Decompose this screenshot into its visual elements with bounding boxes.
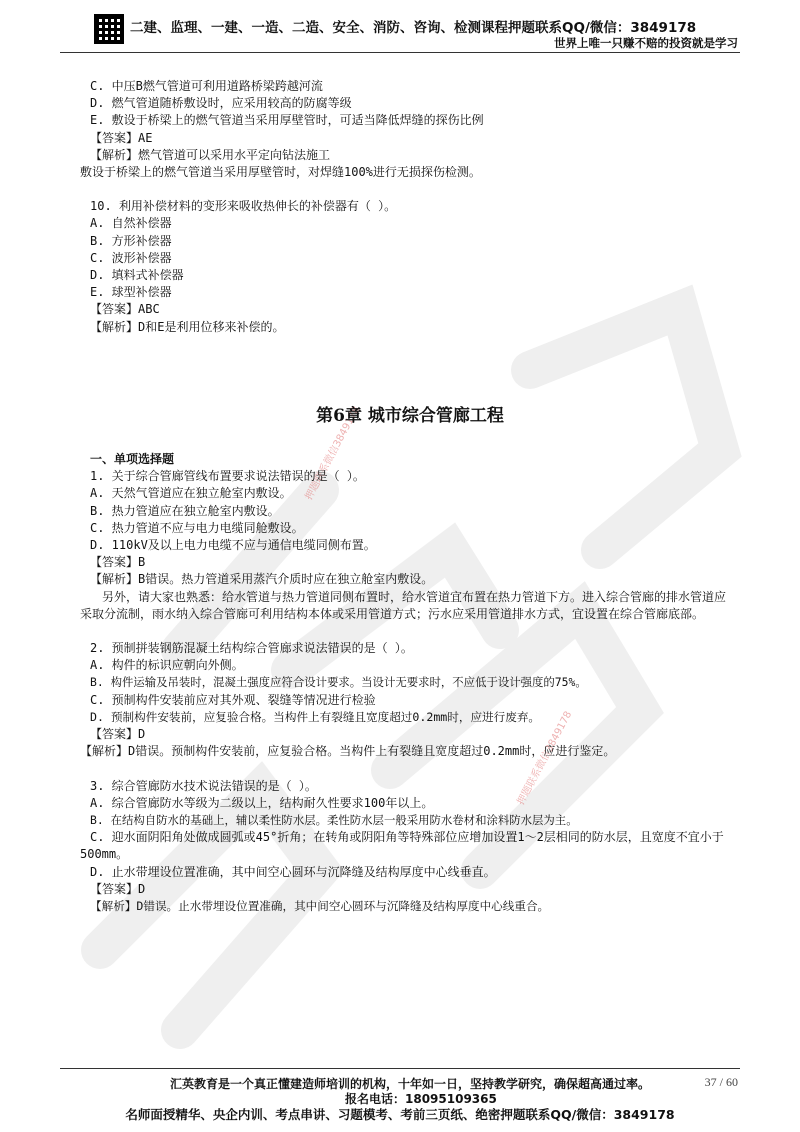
c6q2-analysis: 【解析】D错误。预制构件安装前，应复验合格。当构件上有裂缝且宽度超过0.2mm时，应进行鉴定。: [80, 744, 616, 759]
c6q1-answer: 【答案】B: [90, 555, 146, 570]
q10-option-d: D. 填料式补偿器: [90, 268, 184, 283]
q10-analysis: 【解析】D和E是利用位移来补偿的。: [90, 319, 285, 334]
c6q1-stem: 1. 关于综合管廊管线布置要求说法错误的是（ ）。: [90, 469, 365, 484]
footer-contact: 名师面授精华、央企内训、考点串讲、习题模考、考前三页纸、绝密押题联系QQ/微信：3849178: [125, 1107, 675, 1122]
c6q2-option-b: B. 构件运输及吊装时，混凝土强度应符合设计要求。当设计无要求时，不应低于设计强度的75%。: [90, 675, 587, 690]
c6q3-option-a: A. 综合管廊防水等级为二级以上，结构耐久性要求100年以上。: [90, 795, 434, 810]
c6q3-stem: 3. 综合管廊防水技术说法错误的是（ ）。: [90, 778, 317, 793]
c6q1-option-b: B. 热力管道应在独立舱室内敷设。: [90, 503, 280, 518]
c6q1-option-c: C. 热力管道不应与电力电缆同舱敷设。: [90, 520, 304, 535]
q9-answer: 【答案】AE: [90, 130, 153, 145]
c6q3-option-c: C. 迎水面阴阳角处做成圆弧或45°折角；在转角或阴阳角等特殊部位应增加设置1～2层相同的防水层，且宽度不宜小于500mm。: [80, 830, 724, 862]
c6q1-analysis: 【解析】B错误。热力管道采用蒸汽介质时应在独立舱室内敷设。: [90, 572, 434, 587]
q10-option-b: B. 方形补偿器: [90, 233, 172, 248]
q10-stem: 10. 利用补偿材料的变形来吸收热伸长的补偿器有（ ）。: [90, 199, 397, 214]
footer-phone: 报名电话：18095109365: [345, 1092, 497, 1106]
page-number: 37 / 60: [704, 1075, 738, 1089]
c6q2-stem: 2. 预制拼装钢筋混凝土结构综合管廊求说法错误的是（ ）。: [90, 641, 413, 656]
header-contact: 二建、监理、一建、一造、二造、安全、消防、咨询、检测课程押题联系QQ/微信：3849178: [130, 20, 697, 36]
c6q3-answer: 【答案】D: [90, 881, 146, 896]
header-slogan: 世界上唯一只赚不赔的投资就是学习: [554, 36, 738, 50]
q10-option-a: A. 自然补偿器: [90, 216, 172, 231]
q9-analysis-detail: 敷设于桥梁上的燃气管道当采用厚壁管时，对焊缝100%进行无损探伤检测。: [80, 165, 481, 180]
q9-analysis: 【解析】燃气管道可以采用水平定向钻法施工: [90, 147, 331, 162]
c6q3-option-d: D. 止水带埋设位置准确，其中间空心圆环与沉降缝及结构厚度中心线垂直。: [90, 864, 496, 879]
qr-code: [94, 14, 124, 44]
footer-divider: [60, 1068, 740, 1069]
watermark-text: 押题联系微信3849178: [303, 404, 363, 503]
q10-option-c: C. 波形补偿器: [90, 250, 172, 265]
c6q2-option-d: D. 预制构件安装前，应复验合格。当构件上有裂缝且宽度超过0.2mm时，应进行废弃。: [90, 709, 541, 724]
q9-option-d: D. 燃气管道随桥敷设时，应采用较高的防腐等级: [90, 96, 352, 111]
c6q2-option-a: A. 构件的标识应朝向外侧。: [90, 658, 244, 673]
watermark-text: 押题联系微信3849178: [515, 709, 575, 808]
c6q1-analysis-extra: 另外，请大家也熟悉：给水管道与热力管道同侧布置时，给水管道宜布置在热力管道下方。进入综合管廊的排水管道应采取分流制，雨水纳入综合管廊可利用结构本体或采用管道方式；污水应采用管道排水方式，宜设置在综合管廊底部。: [80, 589, 727, 621]
header-divider: [60, 52, 740, 53]
q10-option-e: E. 球型补偿器: [90, 285, 172, 300]
c6q3-option-b: B. 在结构自防水的基础上，辅以柔性防水层。柔性防水层一般采用防水卷材和涂料防水层为主。: [90, 812, 578, 827]
section-heading: 一、单项选择题: [90, 452, 175, 467]
footer-intro: 汇英教育是一个真正懂建造师培训的机构，十年如一日，坚持教学研究，确保超高通过率。: [170, 1077, 651, 1091]
c6q1-option-a: A. 天然气管道应在独立舱室内敷设。: [90, 486, 292, 501]
c6q2-option-c: C. 预制构件安装前应对其外观、裂缝等情况进行检验: [90, 692, 376, 707]
q9-option-e: E. 敷设于桥梁上的燃气管道当采用厚壁管时，可适当降低焊缝的探伤比例: [90, 113, 484, 128]
c6q3-analysis: 【解析】D错误。止水带埋设位置准确，其中间空心圆环与沉降缝及结构厚度中心线重合。: [90, 898, 550, 913]
page-content: [80, 78, 730, 915]
q10-answer: 【答案】ABC: [90, 302, 160, 317]
c6q1-option-d: D. 110kV及以上电力电缆不应与通信电缆同侧布置。: [90, 538, 376, 553]
chapter-title: 第6章 城市综合管廊工程: [316, 405, 504, 426]
q9-option-c: C. 中压B燃气管道可利用道路桥梁跨越河流: [90, 79, 323, 93]
c6q2-answer: 【答案】D: [90, 727, 146, 742]
